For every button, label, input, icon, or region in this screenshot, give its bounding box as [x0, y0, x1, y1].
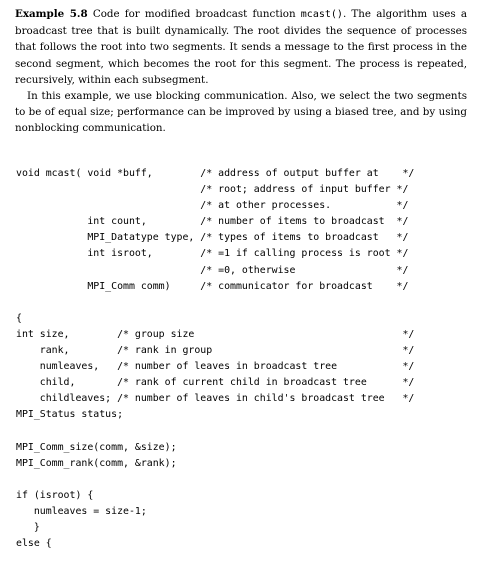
code-line: void mcast( void *buff, /* address of output buffer at */: [16, 168, 415, 179]
code-line: rank, /* rank in group */: [16, 345, 415, 357]
code-line: /* root; address of input buffer */: [16, 184, 409, 196]
example-caption: [15, 6, 467, 88]
body-text: [15, 6, 467, 137]
code-line: MPI_Datatype type, /* types of items to broadcast */: [16, 232, 409, 244]
code-line: [16, 424, 471, 440]
code-line: }: [16, 522, 40, 534]
code-line: MPI_Comm_rank(comm, &rank);: [16, 457, 177, 469]
code-line: /* at other processes. */: [16, 200, 409, 212]
code-listing: [16, 166, 471, 552]
code-line: int isroot, /* =1 if calling process is root */: [16, 248, 409, 260]
code-line: else {: [16, 538, 52, 550]
code-line: if (isroot) {: [16, 489, 94, 501]
code-line: {: [16, 312, 22, 324]
code-line: int size, /* group size */: [16, 328, 415, 340]
code-line: [16, 295, 471, 311]
code-line: MPI_Comm comm) /* communicator for broadcast */: [16, 280, 409, 292]
code-line: childleaves; /* number of leaves in child's broadcast tree */: [16, 393, 415, 405]
code-line: int count, /* number of items to broadcast */: [16, 216, 409, 228]
explanation-paragraph: In this example, we use blocking communication. Also, we select the two segments to be of equal size; performance can be improved by using a biased tree, and by using nonblocking communication.: [15, 90, 467, 135]
code-line: MPI_Comm_size(comm, &size);: [16, 441, 177, 453]
code-line: MPI_Status status;: [16, 409, 124, 421]
code-line: numleaves, /* number of leaves in broadcast tree */: [16, 361, 415, 373]
code-line: [16, 472, 471, 488]
caption-text-end: . The algorithm uses a broadcast tree that is built dynamically. The root divides the sequence of processes that follows the root into two segments. It sends a message to the first process in the second segment, which becomes the root for this segment. The process is repeated, recursively, within each subsegment.: [15, 8, 467, 86]
code-line: /* =0, otherwise */: [16, 264, 409, 276]
example-label: Example 5.8: [15, 8, 88, 20]
code-line: child, /* rank of current child in broadcast tree */: [16, 377, 415, 389]
code-line: numleaves = size-1;: [16, 505, 147, 517]
caption-text-start: Code for modified broadcast function: [87, 8, 301, 20]
function-name: mcast(): [300, 9, 343, 20]
